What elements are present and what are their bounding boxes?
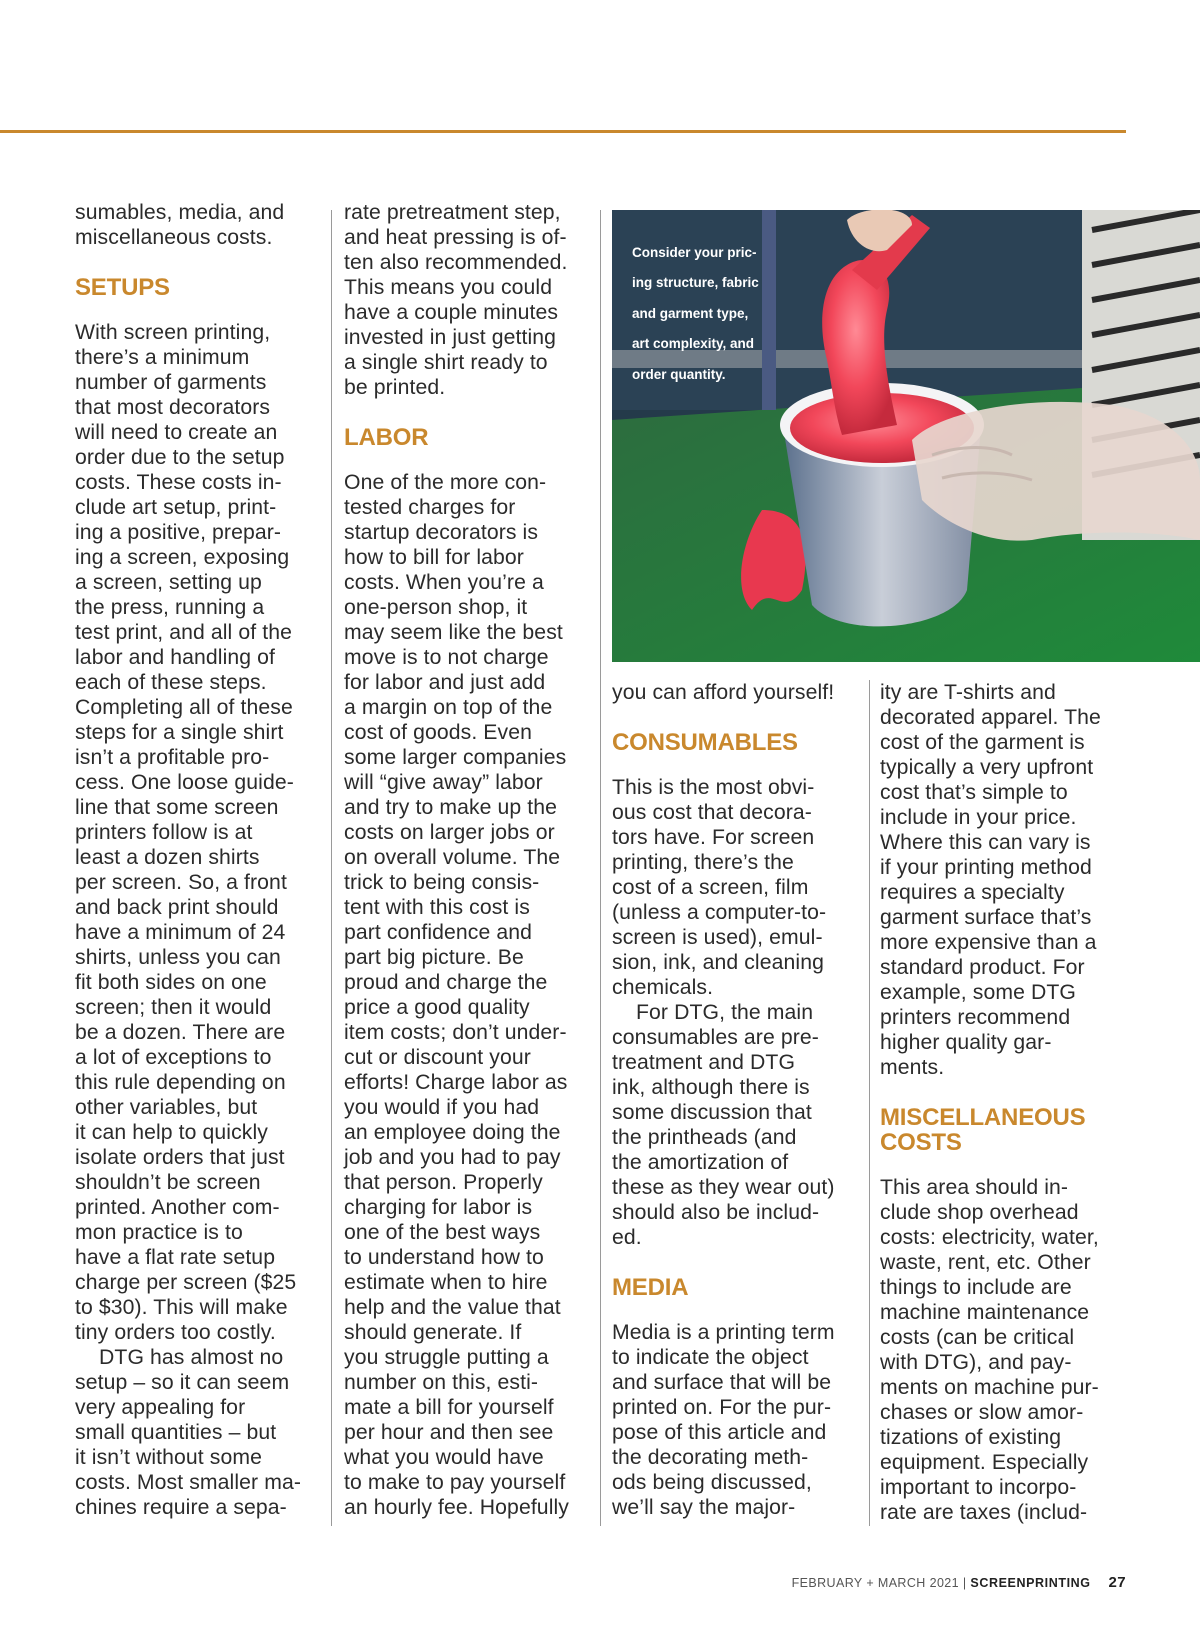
text-line: One of the more con- bbox=[344, 471, 547, 494]
text-line: charging for labor is bbox=[344, 1196, 533, 1219]
text-line: one-person shop, it bbox=[344, 596, 528, 619]
text-line: to $30). This will make bbox=[75, 1296, 288, 1319]
text-line: miscellaneous costs. bbox=[75, 226, 273, 249]
text-line: have a minimum of 24 bbox=[75, 921, 286, 944]
text-line: these as they wear out) bbox=[612, 1176, 835, 1199]
text-line: an employee doing the bbox=[344, 1121, 561, 1144]
text-line: cost that’s simple to bbox=[880, 781, 1068, 804]
text-line: printers recommend bbox=[880, 1006, 1071, 1029]
paragraph bbox=[880, 1175, 1101, 1525]
text-line: Consider your pric- bbox=[632, 244, 757, 260]
text-line: With screen printing, bbox=[75, 321, 271, 344]
text-line: startup decorators is bbox=[344, 521, 539, 544]
text-line: printers follow is at bbox=[75, 821, 253, 844]
text-line: trick to being consis- bbox=[344, 871, 540, 894]
text-line: with DTG), and pay- bbox=[880, 1351, 1072, 1374]
text-line: decorated apparel. The bbox=[880, 706, 1101, 729]
text-line: an hourly fee. Hopefully bbox=[344, 1496, 570, 1519]
text-line: be a dozen. There are bbox=[75, 1021, 286, 1044]
text-line: a lot of exceptions to bbox=[75, 1046, 272, 1069]
text-line: small quantities – but bbox=[75, 1421, 277, 1444]
text-line: pose of this article and bbox=[612, 1421, 827, 1444]
text-line: invested in just getting bbox=[344, 326, 557, 349]
text-line: the press, running a bbox=[75, 596, 265, 619]
text-line: costs on larger jobs or bbox=[344, 821, 555, 844]
text-line: a margin on top of the bbox=[344, 696, 553, 719]
text-line: it can help to quickly bbox=[75, 1121, 268, 1144]
text-line: include in your price. bbox=[880, 806, 1077, 829]
paragraph bbox=[612, 775, 835, 1000]
text-line: what you would have bbox=[344, 1446, 544, 1469]
text-line: equipment. Especially bbox=[880, 1451, 1089, 1474]
text-line: how to bill for labor bbox=[344, 546, 524, 569]
text-line: standard product. For bbox=[880, 956, 1085, 979]
text-line: shouldn’t be screen bbox=[75, 1171, 261, 1194]
text-line: the decorating meth- bbox=[612, 1446, 809, 1469]
text-line: tors have. For screen bbox=[612, 826, 815, 849]
text-line: we’ll say the major- bbox=[612, 1496, 796, 1519]
text-line: costs. These costs in- bbox=[75, 471, 282, 494]
text-line: some larger companies bbox=[344, 746, 567, 769]
text-line: one of the best ways bbox=[344, 1221, 541, 1244]
text-line: costs. When you’re a bbox=[344, 571, 544, 594]
text-line: ods being discussed, bbox=[612, 1471, 812, 1494]
text-line: should generate. If bbox=[344, 1321, 522, 1344]
paragraph bbox=[75, 320, 301, 1345]
column-divider bbox=[600, 210, 601, 1526]
page-number: 27 bbox=[1108, 1574, 1126, 1591]
section-heading-misc bbox=[880, 1105, 1101, 1155]
text-line: mate a bill for yourself bbox=[344, 1396, 554, 1419]
text-line: example, some DTG bbox=[880, 981, 1076, 1004]
text-line: typically a very upfront bbox=[880, 756, 1094, 779]
text-line: have a couple minutes bbox=[344, 301, 559, 324]
text-line: you would if you had bbox=[344, 1096, 540, 1119]
text-line: part confidence and bbox=[344, 921, 533, 944]
paragraph bbox=[75, 1345, 301, 1520]
text-line: order quantity. bbox=[632, 366, 726, 382]
text-line: a single shirt ready to bbox=[344, 351, 548, 374]
text-line: for labor and just add bbox=[344, 671, 546, 694]
text-line: if your printing method bbox=[880, 856, 1092, 879]
column-3 bbox=[612, 680, 835, 1520]
text-line: Where this can vary is bbox=[880, 831, 1091, 854]
text-line: tiny orders too costly. bbox=[75, 1321, 276, 1344]
text-line: there’s a minimum bbox=[75, 346, 250, 369]
text-line: sion, ink, and cleaning bbox=[612, 951, 824, 974]
text-line: art complexity, and bbox=[632, 336, 755, 351]
text-line: printing, there’s the bbox=[612, 851, 794, 874]
text-line: you struggle putting a bbox=[344, 1346, 549, 1369]
text-line: rate are taxes (includ- bbox=[880, 1501, 1088, 1524]
column-2-intro bbox=[344, 200, 569, 400]
text-line: number of garments bbox=[75, 371, 267, 394]
text-line: mon practice is to bbox=[75, 1221, 243, 1244]
text-line: costs. Most smaller ma- bbox=[75, 1471, 301, 1494]
text-line: help and the value that bbox=[344, 1296, 561, 1319]
text-line: costs (can be critical bbox=[880, 1326, 1075, 1349]
column-3-intro bbox=[612, 680, 835, 705]
text-line: ments. bbox=[880, 1056, 945, 1079]
text-line: sumables, media, and bbox=[75, 201, 285, 224]
text-line: Completing all of these bbox=[75, 696, 293, 719]
text-line: This means you could bbox=[344, 276, 553, 299]
column-divider bbox=[869, 680, 870, 1526]
text-line: job and you had to pay bbox=[344, 1146, 561, 1169]
text-line: and heat pressing is of- bbox=[344, 226, 567, 249]
text-line: cess. One loose guide- bbox=[75, 771, 294, 794]
text-line: price a good quality bbox=[344, 996, 530, 1019]
text-line: DTG has almost no bbox=[99, 1346, 284, 1369]
text-line: proud and charge the bbox=[344, 971, 548, 994]
text-line: higher quality gar- bbox=[880, 1031, 1052, 1054]
text-line: requires a specialty bbox=[880, 881, 1065, 904]
section-heading-setups: SETUPS bbox=[75, 274, 170, 301]
column-divider bbox=[331, 210, 332, 1526]
text-line: the amortization of bbox=[612, 1151, 789, 1174]
text-line: costs: electricity, water, bbox=[880, 1226, 1099, 1249]
magazine-name: SCREENPRINTING bbox=[970, 1576, 1091, 1590]
text-line: item costs; don’t under- bbox=[344, 1021, 567, 1044]
column-4 bbox=[880, 680, 1101, 1525]
text-line: test print, and all of the bbox=[75, 621, 292, 644]
text-line: ing structure, fabric bbox=[632, 275, 759, 290]
text-line: Media is a printing term bbox=[612, 1321, 835, 1344]
text-line: number on this, esti- bbox=[344, 1371, 539, 1394]
text-line: that person. Properly bbox=[344, 1171, 543, 1194]
text-line: that most decorators bbox=[75, 396, 271, 419]
text-line: ten also recommended. bbox=[344, 251, 568, 274]
text-line: clude shop overhead bbox=[880, 1201, 1079, 1224]
paragraph bbox=[612, 1000, 835, 1250]
text-line: and try to make up the bbox=[344, 796, 558, 819]
column-2 bbox=[344, 200, 569, 1520]
column-4-intro bbox=[880, 680, 1101, 1080]
text-line: tested charges for bbox=[344, 496, 516, 519]
article-photo bbox=[612, 210, 1200, 662]
text-line: screen; then it would bbox=[75, 996, 272, 1019]
text-line: each of these steps. bbox=[75, 671, 267, 694]
footer-separator: | bbox=[962, 1576, 967, 1590]
text-line: to understand how to bbox=[344, 1246, 544, 1269]
section-heading-labor: LABOR bbox=[344, 424, 429, 451]
text-line: This area should in- bbox=[880, 1176, 1069, 1199]
text-line: For DTG, the main bbox=[636, 1001, 814, 1024]
text-line: treatment and DTG bbox=[612, 1051, 796, 1074]
text-line: the printheads (and bbox=[612, 1126, 797, 1149]
text-line: isolate orders that just bbox=[75, 1146, 285, 1169]
text-line: ity are T-shirts and bbox=[880, 681, 1056, 704]
text-line: you can afford yourself! bbox=[612, 681, 835, 704]
text-line: may seem like the best bbox=[344, 621, 563, 644]
text-line: on overall volume. The bbox=[344, 846, 561, 869]
text-line: charge per screen ($25 bbox=[75, 1271, 297, 1294]
text-line: very appealing for bbox=[75, 1396, 246, 1419]
text-line: isn’t a profitable pro- bbox=[75, 746, 270, 769]
text-line: a screen, setting up bbox=[75, 571, 262, 594]
heading-line: MISCELLANEOUS bbox=[880, 1104, 1086, 1131]
text-line: estimate when to hire bbox=[344, 1271, 548, 1294]
text-line: will “give away” labor bbox=[344, 771, 543, 794]
text-line: to make to pay yourself bbox=[344, 1471, 566, 1494]
column-1 bbox=[75, 200, 301, 1520]
text-line: this rule depending on bbox=[75, 1071, 286, 1094]
text-line: printed on. For the pur- bbox=[612, 1396, 832, 1419]
text-line: chines require a sepa- bbox=[75, 1496, 287, 1519]
text-line: be printed. bbox=[344, 376, 446, 399]
text-line: printed. Another com- bbox=[75, 1196, 280, 1219]
text-line: move is to not charge bbox=[344, 646, 549, 669]
text-line: important to incorpo- bbox=[880, 1476, 1077, 1499]
text-line: (unless a computer-to- bbox=[612, 901, 827, 924]
text-line: will need to create an bbox=[75, 421, 278, 444]
text-line: waste, rent, etc. Other bbox=[880, 1251, 1091, 1274]
text-line: garment surface that’s bbox=[880, 906, 1092, 929]
column-1-intro bbox=[75, 200, 301, 250]
text-line: per hour and then see bbox=[344, 1421, 554, 1444]
text-line: ink, although there is bbox=[612, 1076, 810, 1099]
text-line: it isn’t without some bbox=[75, 1446, 262, 1469]
header-rule bbox=[0, 130, 1126, 133]
text-line: ing a screen, exposing bbox=[75, 546, 290, 569]
section-heading-consumables: CONSUMABLES bbox=[612, 729, 798, 756]
text-line: ing a positive, prepar- bbox=[75, 521, 282, 544]
text-line: chemicals. bbox=[612, 976, 714, 999]
issue-date: FEBRUARY + MARCH 2021 bbox=[791, 1576, 959, 1590]
text-line: part big picture. Be bbox=[344, 946, 524, 969]
paragraph bbox=[344, 470, 569, 1520]
paragraph bbox=[612, 1320, 835, 1520]
text-line: tizations of existing bbox=[880, 1426, 1062, 1449]
text-line: ous cost that decora- bbox=[612, 801, 812, 824]
text-line: ed. bbox=[612, 1226, 642, 1249]
text-line: cost of a screen, film bbox=[612, 876, 809, 899]
page-footer bbox=[792, 1574, 1126, 1591]
text-line: labor and handling of bbox=[75, 646, 276, 669]
text-line: machine maintenance bbox=[880, 1301, 1090, 1324]
text-line: fit both sides on one bbox=[75, 971, 267, 994]
text-line: and surface that will be bbox=[612, 1371, 832, 1394]
text-line: chases or slow amor- bbox=[880, 1401, 1084, 1424]
text-line: should also be includ- bbox=[612, 1201, 820, 1224]
text-line: order due to the setup bbox=[75, 446, 285, 469]
text-line: cost of the garment is bbox=[880, 731, 1085, 754]
text-line: and garment type, bbox=[632, 305, 749, 321]
text-line: line that some screen bbox=[75, 796, 279, 819]
heading-line: COSTS bbox=[880, 1129, 962, 1156]
text-line: cost of goods. Even bbox=[344, 721, 532, 744]
text-line: and back print should bbox=[75, 896, 279, 919]
text-line: clude art setup, print- bbox=[75, 496, 277, 519]
text-line: consumables are pre- bbox=[612, 1026, 819, 1049]
text-line: tent with this cost is bbox=[344, 896, 530, 919]
text-line: to indicate the object bbox=[612, 1346, 809, 1369]
text-line: cut or discount your bbox=[344, 1046, 531, 1069]
text-line: shirts, unless you can bbox=[75, 946, 281, 969]
text-line: steps for a single shirt bbox=[75, 721, 284, 744]
text-line: things to include are bbox=[880, 1276, 1072, 1299]
text-line: ments on machine pur- bbox=[880, 1376, 1099, 1399]
text-line: This is the most obvi- bbox=[612, 776, 815, 799]
text-line: per screen. So, a front bbox=[75, 871, 287, 894]
text-line: other variables, but bbox=[75, 1096, 258, 1119]
text-line: screen is used), emul- bbox=[612, 926, 823, 949]
text-line: have a flat rate setup bbox=[75, 1246, 276, 1269]
section-heading-media: MEDIA bbox=[612, 1274, 689, 1301]
text-line: setup – so it can seem bbox=[75, 1371, 290, 1394]
photo-caption bbox=[632, 230, 802, 396]
text-line: rate pretreatment step, bbox=[344, 201, 561, 224]
text-line: least a dozen shirts bbox=[75, 846, 260, 869]
text-line: efforts! Charge labor as bbox=[344, 1071, 568, 1094]
text-line: some discussion that bbox=[612, 1101, 812, 1124]
text-line: more expensive than a bbox=[880, 931, 1097, 954]
